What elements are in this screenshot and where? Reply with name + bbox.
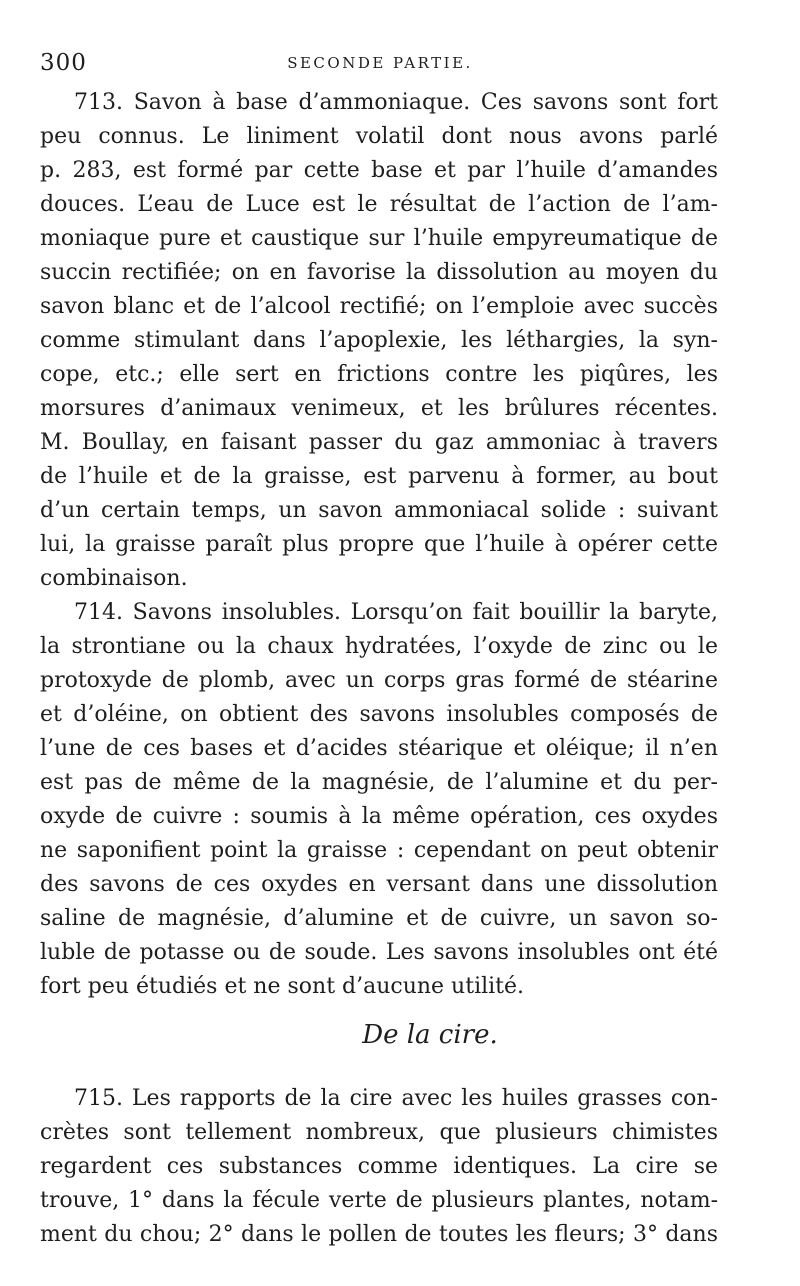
running-head: SECONDE PARTIE. (287, 54, 473, 72)
paragraph-715 (40, 1082, 718, 1252)
text-line: peu connus. Le liniment volatil dont nous avons parlé (40, 124, 718, 149)
text-line: regardent ces substances comme identiques. La cire se (40, 1154, 718, 1179)
page-header (40, 50, 720, 80)
text-line: saline de magnésie, d’alumine et de cuivre, un savon so- (40, 906, 718, 931)
text-line: M. Boullay, en faisant passer du gaz ammoniac à travers (40, 430, 718, 455)
text-line: trouve, 1° dans la fécule verte de plusieurs plantes, notam- (40, 1188, 718, 1213)
text-line: 715. Les rapports de la cire avec les huiles grasses con- (74, 1086, 718, 1111)
text-line: ne saponifient point la graisse : cependant on peut obtenir (40, 838, 718, 863)
text-line: luble de potasse ou de soude. Les savons insolubles ont été (40, 940, 718, 965)
text-line: l’une de ces bases et d’acides stéarique et oléique; il n’en (40, 736, 718, 761)
text-line: et d’oléine, on obtient des savons insolubles composés de (40, 702, 718, 727)
text-line: cope, etc.; elle sert en frictions contre les piqûres, les (40, 362, 718, 387)
text-line: p. 283, est formé par cette base et par l’huile d’amandes (40, 158, 718, 183)
text-line: lui, la graisse paraît plus propre que l’huile à opérer cette (40, 532, 718, 557)
text-line: douces. L’eau de Luce est le résultat de l’action de l’am- (40, 192, 718, 217)
text-line: succin rectifiée; on en favorise la dissolution au moyen du (40, 260, 718, 285)
text-line: moniaque pure et caustique sur l’huile empyreumatique de (40, 226, 718, 251)
text-line: crètes sont tellement nombreux, que plusieurs chimistes (40, 1120, 718, 1145)
text-line: ment du chou; 2° dans le pollen de toutes les fleurs; 3° dans (40, 1222, 718, 1247)
text-line: 713. Savon à base d’ammoniaque. Ces savons sont fort (74, 90, 718, 115)
text-line: est pas de même de la magnésie, de l’alumine et du per- (40, 770, 718, 795)
text-line: la strontiane ou la chaux hydratées, l’oxyde de zinc ou le (40, 634, 718, 659)
section-heading: De la cire. (362, 1020, 498, 1050)
text-line: fort peu étudiés et ne sont d’aucune utilité. (40, 974, 525, 999)
text-line: morsures d’animaux venimeux, et les brûlures récentes. (40, 396, 718, 421)
paragraph-713 (40, 86, 718, 596)
text-line: protoxyde de plomb, avec un corps gras formé de stéarine (40, 668, 718, 693)
text-line: de l’huile et de la graisse, est parvenu à former, au bout (40, 464, 718, 489)
text-line: comme stimulant dans l’apoplexie, les léthargies, la syn- (40, 328, 718, 353)
text-line: savon blanc et de l’alcool rectifié; on l’emploie avec succès (40, 294, 718, 319)
text-line: combinaison. (40, 566, 188, 591)
paragraph-714 (40, 596, 718, 1004)
text-line: 714. Savons insolubles. Lorsqu’on fait bouillir la baryte, (74, 600, 718, 625)
text-line: oxyde de cuivre : soumis à la même opération, ces oxydes (40, 804, 718, 829)
text-line: des savons de ces oxydes en versant dans une dissolution (40, 872, 718, 897)
text-line: d’un certain temps, un savon ammoniacal solide : suivant (40, 498, 718, 523)
body-text (40, 86, 718, 1004)
page-number: 300 (40, 50, 87, 76)
